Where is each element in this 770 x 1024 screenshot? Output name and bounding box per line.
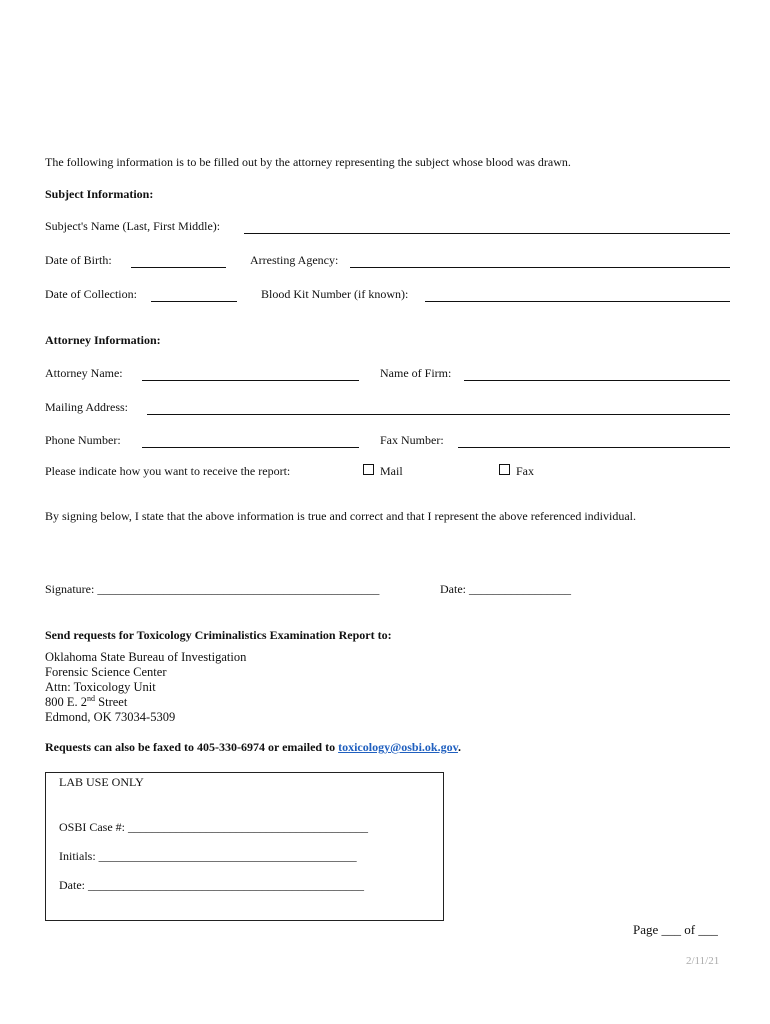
email-link[interactable]: toxicology@osbi.ok.gov [338,740,458,754]
dob-label: Date of Birth: [45,253,112,267]
address-line-5: Edmond, OK 73034-5309 [45,710,176,724]
fax-email-note [45,740,461,755]
mail-checkbox[interactable] [363,464,374,475]
address-line-1: Oklahoma State Bureau of Investigation [45,650,247,664]
lab-use-box [45,772,444,921]
mailing-address-label: Mailing Address: [45,400,128,414]
fax-checkbox[interactable] [499,464,510,475]
collection-date-field[interactable] [151,287,237,302]
fax-email-text: Requests can also be faxed to 405-330-6974 or emailed to [45,740,339,754]
arresting-agency-label: Arresting Agency: [250,253,339,267]
intro-text: The following information is to be filled out by the attorney representing the subject whose blood was drawn. [45,155,571,169]
attorney-name-field[interactable] [142,366,359,381]
address-line-2: Forensic Science Center [45,665,167,679]
subject-heading: Subject Information: [45,187,154,201]
attorney-name-label: Attorney Name: [45,366,123,380]
street-suffix: Street [95,695,128,709]
signature-line[interactable]: Signature: _______________________________________________ [45,582,380,596]
phone-number-field[interactable] [142,433,359,448]
lab-use-title: LAB USE ONLY [59,775,144,789]
fax-number-label: Fax Number: [380,433,444,447]
address-line-3: Attn: Toxicology Unit [45,680,156,694]
fax-email-period: . [457,740,461,754]
revision-date: 2/11/21 [686,955,720,967]
initials-line[interactable]: Initials: ___________________________________________ [59,849,357,863]
phone-number-label: Phone Number: [45,433,121,447]
mail-option-label: Mail [380,464,403,478]
fax-option-label: Fax [516,464,534,478]
page-number: Page ___ of ___ [633,922,718,937]
mailing-address-field[interactable] [147,400,730,415]
firm-name-label: Name of Firm: [380,366,452,380]
receive-method-label: Please indicate how you want to receive the report: [45,464,291,478]
signature-date-line[interactable]: Date: _________________ [440,582,571,596]
attestation-text: By signing below, I state that the above information is true and correct and that I represent the above referenced individual. [45,509,637,523]
subject-name-label: Subject's Name (Last, First Middle): [45,219,221,233]
street-number: 800 E. 2 [45,695,88,709]
lab-date-line[interactable]: Date: ______________________________________________ [59,878,364,892]
attorney-heading: Attorney Information: [45,333,161,347]
subject-name-field[interactable] [244,219,730,234]
send-requests-heading: Send requests for Toxicology Criminalistics Examination Report to: [45,628,392,642]
street-ordinal: nd [87,693,96,703]
dob-field[interactable] [131,253,226,268]
fax-number-field[interactable] [458,433,730,448]
collection-date-label: Date of Collection: [45,287,137,301]
address-line-4 [45,695,127,710]
blood-kit-label: Blood Kit Number (if known): [261,287,409,301]
arresting-agency-field[interactable] [350,253,730,268]
blood-kit-field[interactable] [425,287,730,302]
firm-name-field[interactable] [464,366,730,381]
osbi-case-line[interactable]: OSBI Case #: ________________________________________ [59,820,368,834]
